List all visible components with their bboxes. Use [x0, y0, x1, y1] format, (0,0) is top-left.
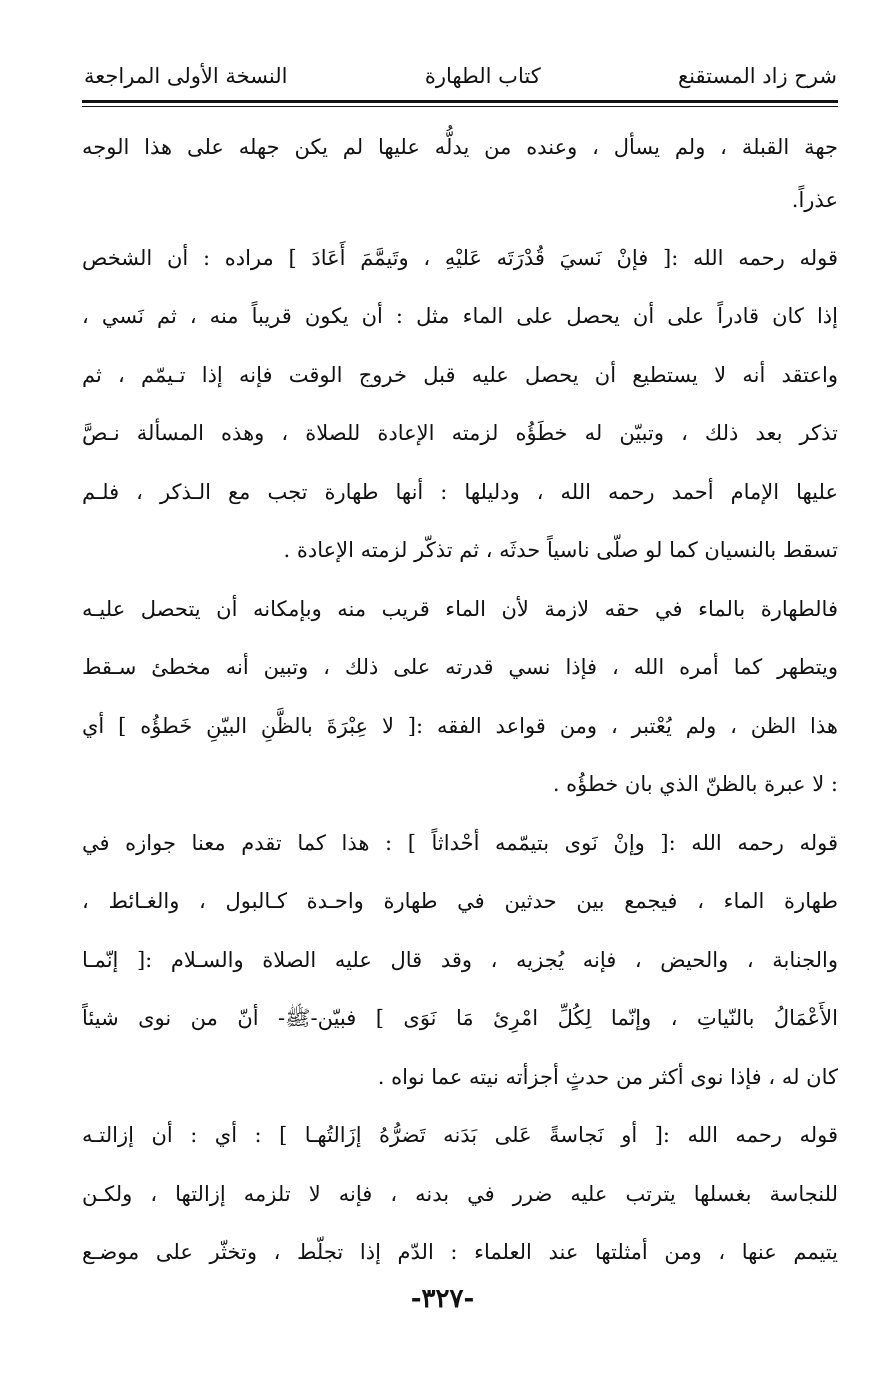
header-rule-thick — [82, 100, 838, 103]
header-book-title: شرح زاد المستقنع — [678, 64, 837, 88]
text-line: للنجاسة بغسلها يترتب عليه ضرر في بدنه ، فإنه لا تلزمه إزالتها ، ولكـن — [82, 1181, 838, 1206]
page-number: -٣٢٧- — [410, 1284, 475, 1314]
text-line: هذا الظن ، ولم يُعْتبر ، ومن قواعد الفقه :[ لا عِبْرَةَ بالظَّنِ البيّنِ خَطؤُه ] أي — [82, 713, 838, 738]
text-line: يتيمم عنها ، ومن أمثلتها عند العلماء : الدّم إذا تجلّط ، وتخثّر على موضـع — [82, 1240, 838, 1264]
body-text — [82, 118, 838, 1282]
text-line: قوله رحمه الله :[ أو نَجاسةً عَلى بَدَنه تَضرُّهُ إزَالتُهـا ] : أي : أن إزالتـه — [82, 1123, 838, 1147]
text-line: إذا كان قادراً على أن يحصل على الماء مثل : أن يكون قريباً منه ، ثم نَسي ، — [82, 304, 838, 328]
text-line: قوله رحمه الله :[ وإنْ نَوى بتيمّمه أحْداثاً ] : هذا كما تقدم معنا جوازه في — [82, 830, 838, 855]
text-line: والجنابة ، والحيض ، فإنه يُجزيه ، وقد قال عليه الصلاة والسـلام :[ إنّمـا — [82, 947, 838, 972]
running-header — [84, 56, 837, 96]
text-line: عذراً. — [791, 187, 838, 212]
text-line: تسقط بالنسيان كما لو صلّى ناسياً حدثَه ، ثم تذكّر لزمته الإعادة . — [283, 538, 838, 562]
text-line: عليها الإمام أحمد رحمه الله ، ودليلها : أنها طهارة تجب مع الـذكر ، فلـم — [82, 479, 838, 504]
text-line: : لا عبرة بالظنّ الذي بان خطؤُه . — [552, 772, 838, 796]
header-chapter-title: كتاب الطهارة — [424, 64, 541, 88]
text-line: جهة القبلة ، ولم يسأل ، وعنده من يدلُّه عليها لم يكن جهله على هذا الوجه — [82, 135, 838, 159]
text-line: ويتطهر كما أمره الله ، فإذا نسي قدرته على ذلك ، وتبين أنه مخطئ سـقط — [82, 655, 838, 679]
text-line: تذكر بعد ذلك ، وتبيّن له خطَؤُه لزمته الإعادة للصلاة ، وهذه المسألة نـصَّ — [82, 421, 838, 445]
text-line: طهارة الماء ، فيجمع بين حدثين في طهارة واحـدة كـالبول ، والغـائط ، — [82, 889, 838, 913]
text-line: الأَعْمَالُ بالنّياتِ ، وإنّما لِكُلِّ امْرِئ مَا نَوَى ] فبيّن-ﷺ- أنّ من نوى شيئاً — [82, 1006, 838, 1030]
text-line: واعتقد أنه لا يستطيع أن يحصل عليه قبل خروج الوقت فإنه إذا تـيمّم ، ثم — [82, 362, 838, 387]
text-line: كان له ، فإذا نوى أكثر من حدثٍ أجزأته نيته عما نواه . — [377, 1064, 838, 1089]
text-line: فالطهارة بالماء في حقه لازمة لأن الماء قريب منه وبإمكانه أن يتحصل عليـه — [82, 596, 838, 621]
header-edition: النسخة الأولى المراجعة — [84, 64, 288, 88]
text-line: قوله رحمه الله :[ فإنْ نَسيَ قُدْرَتَه عَليْهِ ، وتَيمَّمَ أَعَادَ ] مراده : أن الشخص — [82, 245, 838, 270]
header-rule-thin — [82, 106, 838, 107]
